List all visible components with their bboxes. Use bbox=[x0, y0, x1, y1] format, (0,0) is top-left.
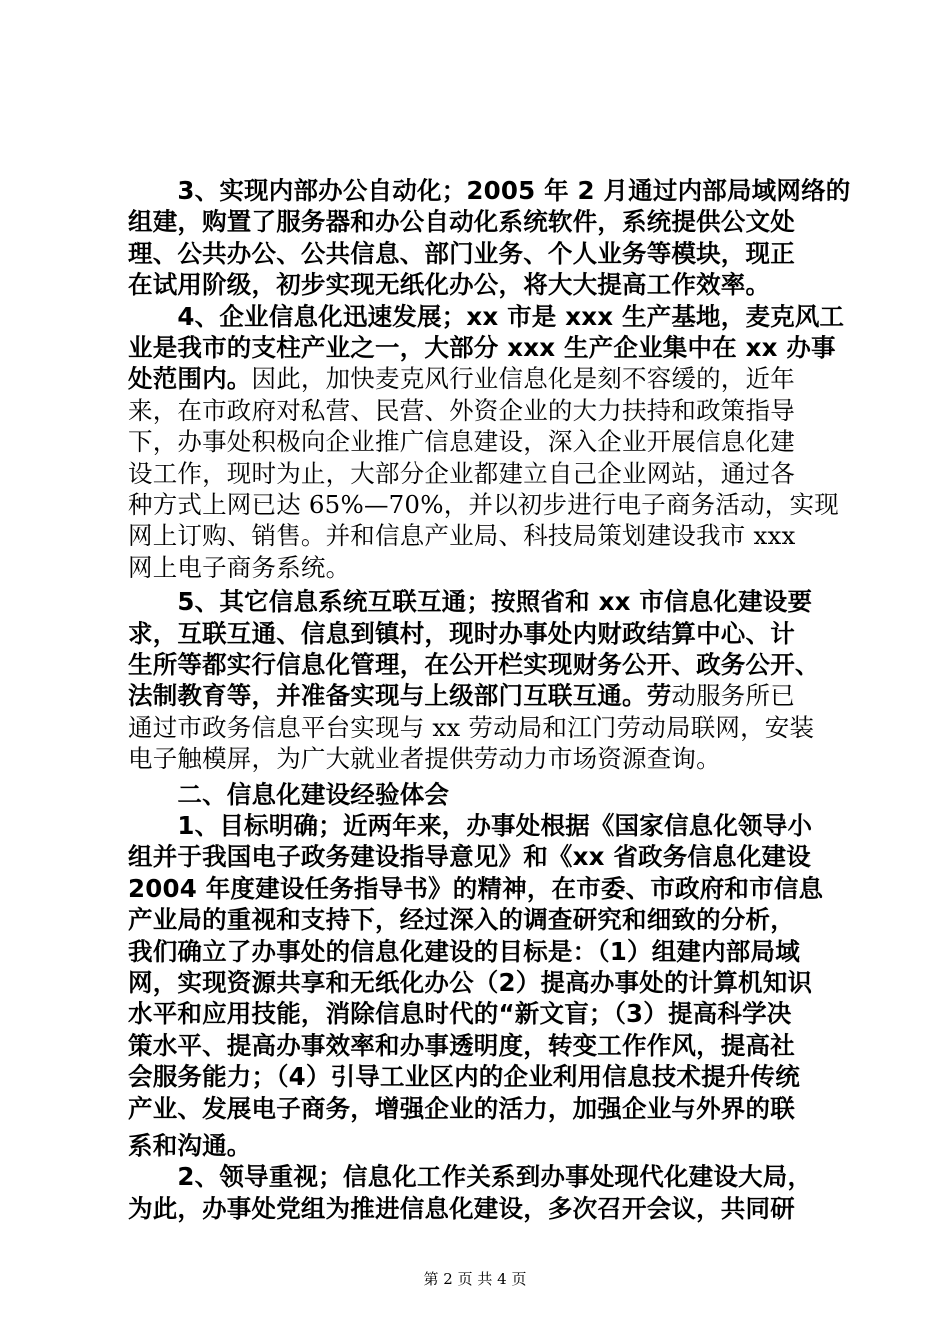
text-line: 种方式上网已达 65%—70%，并以初步进行电子商务活动，实现 bbox=[128, 490, 839, 519]
text-line: 组并于我国电子政务建设指导意见》和《xx 省政务信息化建设 bbox=[128, 842, 811, 872]
text-line: 通过市政务信息平台实现与 xx 劳动局和江门劳动局联网，安装 bbox=[128, 712, 815, 742]
text-line: 2004 年度建设任务指导书》的精神，在市委、市政府和市信息 bbox=[128, 873, 824, 903]
text-line: 我们确立了办事处的信息化建设的目标是：（1）组建内部局域 bbox=[128, 936, 800, 966]
text-line: 产业、发展电子商务，增强企业的活力，加强企业与外界的联 bbox=[128, 1093, 795, 1123]
text-line: 设工作，现时为止，大部分企业都建立自己企业网站，通过各 bbox=[128, 458, 795, 488]
text-line bbox=[128, 681, 828, 711]
text-line: 1、目标明确；近两年来，办事处根据《国家信息化领导小 bbox=[128, 811, 813, 840]
text-line: 生所等都实行信息化管理，在公开栏实现财务公开、政务公开、 bbox=[128, 650, 820, 679]
text-line: 4、企业信息化迅速发展；xx 市是 xxx 生产基地，麦克风工 bbox=[128, 301, 845, 331]
text-line: 为此，办事处党组为推进信息化建设，多次召开会议，共同研 bbox=[128, 1193, 795, 1223]
light-run: 动服务所已 bbox=[671, 681, 795, 711]
page-footer: 第 2 页 共 4 页 bbox=[423, 1270, 527, 1288]
text-line: 系和沟通。 bbox=[128, 1131, 252, 1160]
text-line: 3、实现内部办公自动化；2005 年 2 月通过内部局域网络的 bbox=[128, 176, 851, 205]
text-line: 网上电子商务系统。 bbox=[128, 552, 351, 582]
text-line: 网上订购、销售。并和信息产业局、科技局策划建设我市 xxx bbox=[128, 521, 796, 551]
text-line: 策水平、提高办事效率和办事透明度，转变工作作风，提高社 bbox=[128, 1030, 795, 1060]
text-line: 电子触模屏，为广大就业者提供劳动力市场资源查询。 bbox=[128, 744, 721, 774]
text-line: 5、其它信息系统互联互通；按照省和 xx 市信息化建设要 bbox=[128, 587, 813, 617]
text-line: 二、信息化建设经验体会 bbox=[128, 779, 450, 809]
text-line: 组建，购置了服务器和办公自动化系统软件，系统提供公文处 bbox=[128, 207, 795, 237]
text-line: 下，办事处积极向企业推广信息建设，深入企业开展信息化建 bbox=[128, 427, 795, 457]
text-line: 水平和应用技能，消除信息时代的“新文盲；（3）提高科学决 bbox=[128, 999, 792, 1029]
text-line: 会服务能力；（4）引导工业区内的企业利用信息技术提升传统 bbox=[128, 1062, 800, 1092]
text-line: 产业局的重视和支持下，经过深入的调查研究和细致的分析， bbox=[128, 905, 795, 935]
light-run: 因此，加快麦克风行业信息化是刻不容缓的，近年 bbox=[251, 364, 795, 394]
text-line: 理、公共办公、公共信息、部门业务、个人业务等模块，现正 bbox=[128, 238, 795, 268]
text-line bbox=[128, 364, 828, 394]
text-line: 来，在市政府对私营、民营、外资企业的大力扶持和政策指导 bbox=[128, 395, 795, 425]
text-line: 在试用阶级，初步实现无纸化办公，将大大提高工作效率。 bbox=[128, 270, 771, 300]
text-line: 求，互联互通、信息到镇村，现时办事处内财政结算中心、计 bbox=[128, 618, 795, 648]
text-line: 网，实现资源共享和无纸化办公（2）提高办事处的计算机知识 bbox=[128, 968, 813, 997]
bold-run: 法制教育等，并准备实现与上级部门互联互通。劳 bbox=[128, 681, 672, 711]
text-line: 2、领导重视；信息化工作关系到办事处现代化建设大局， bbox=[128, 1162, 813, 1192]
text-line: 业是我市的支柱产业之一，大部分 xxx 生产企业集中在 xx 办事 bbox=[128, 333, 836, 362]
bold-run: 处范围内。 bbox=[128, 364, 252, 394]
